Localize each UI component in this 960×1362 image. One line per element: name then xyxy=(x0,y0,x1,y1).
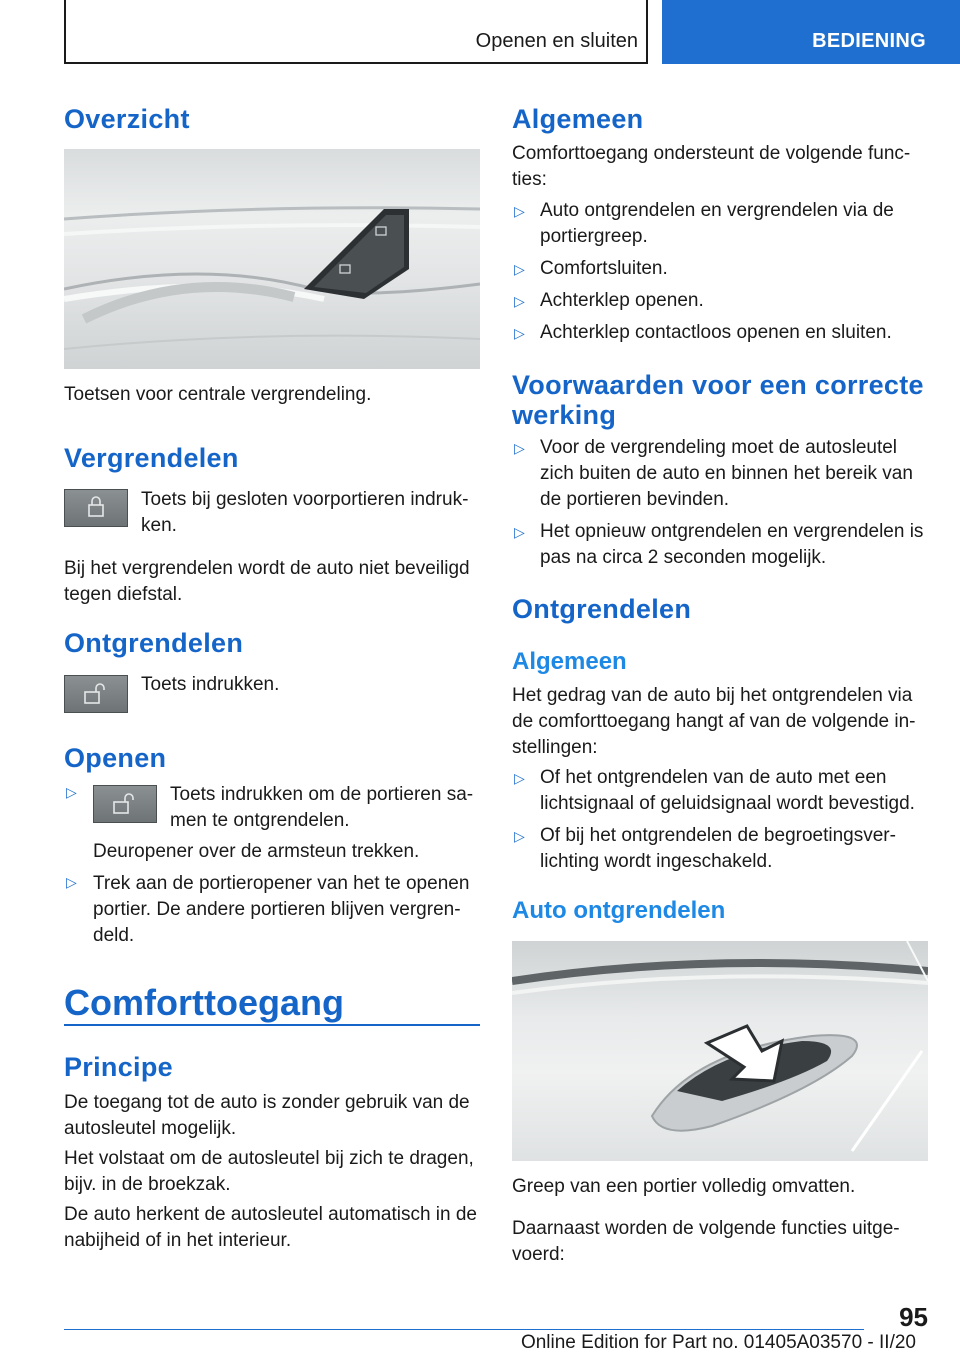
triangle-right-icon: ▷ xyxy=(514,524,525,540)
list-item: ▷ Of het ontgrendelen van de auto met een lichtsignaal of geluidsignaal wordt bevestigd. xyxy=(514,767,915,814)
door-handle-illustration xyxy=(512,941,928,1161)
triangle-right-icon: ▷ xyxy=(514,828,525,844)
triangle-right-icon: ▷ xyxy=(66,874,77,890)
header-section-title: Openen en sluiten xyxy=(475,30,638,52)
algemeen2-bullet-list xyxy=(512,765,928,875)
header-tab xyxy=(662,0,960,64)
heading-ontgrendelen-right: Ontgrendelen xyxy=(512,594,692,624)
door-panel-photo xyxy=(64,149,480,369)
footer-rule xyxy=(64,1329,864,1330)
principe-p1: De toegang tot de auto is zonder gebruik van de autosleutel mogelijk. xyxy=(64,1092,470,1139)
triangle-right-icon: ▷ xyxy=(514,770,525,786)
unlock-button-icon xyxy=(64,675,128,713)
page-number: 95 xyxy=(899,1302,928,1332)
heading-auto-ontgrendelen: Auto ontgrendelen xyxy=(512,897,726,924)
unlock-icon xyxy=(94,786,156,822)
heading-principe: Principe xyxy=(64,1052,173,1082)
principe-p3: De auto herkent de autosleutel automatisch in de nabijheid of in het interieur. xyxy=(64,1204,477,1251)
heading-vergrendelen: Vergrendelen xyxy=(64,443,239,473)
vergrendelen-note: Bij het vergrendelen wordt de auto niet beveiligd tegen diefstal. xyxy=(64,558,470,605)
heading-algemeen: Algemeen xyxy=(512,104,644,134)
list-item: ▷ Of bij het ontgrendelen de begroetingsver- lichting wordt ingeschakeld. xyxy=(514,825,896,872)
algemeen-text: Comforttoegang ondersteunt de volgende func- ties: xyxy=(512,143,911,190)
vergrendelen-text: Toets bij gesloten voorportieren indruk- ken. xyxy=(141,489,469,536)
triangle-right-icon: ▷ xyxy=(514,203,525,219)
voorwaarden-bullet-list xyxy=(512,435,928,571)
openen-bullet-2: Trek aan de portieropener van het te openen portier. De andere portieren blijven vergren- deld. xyxy=(93,873,470,946)
after-text: Daarnaast worden de volgende functies uitge- voerd: xyxy=(512,1218,900,1265)
openen-bullet-1-sub: Deuropener over de armsteun trekken. xyxy=(93,841,420,862)
heading-overzicht: Overzicht xyxy=(64,104,190,134)
door-panel-illustration xyxy=(64,149,480,369)
list-item: ▷ Achterklep contactloos openen en sluiten. xyxy=(512,320,928,346)
triangle-right-icon: ▷ xyxy=(514,325,525,341)
heading-rule xyxy=(64,1024,480,1026)
list-item: ▷ Het opnieuw ontgrendelen en vergrendelen is pas na circa 2 seconden mogelijk. xyxy=(514,521,924,568)
unlock-icon xyxy=(65,676,127,712)
lock-button-icon xyxy=(64,489,128,527)
list-item: ▷ Comfortsluiten. xyxy=(512,256,928,282)
heading-voorwaarden: Voorwaarden voor een correcte werking xyxy=(512,370,924,430)
footer-edition: Online Edition for Part no. 01405A03570 - II/20 xyxy=(520,1332,916,1353)
triangle-right-icon: ▷ xyxy=(66,784,77,800)
heading-ontgrendelen-left: Ontgrendelen xyxy=(64,628,244,658)
unlock-button-icon-openen xyxy=(93,785,157,823)
ontgrendelen-text-left: Toets indrukken. xyxy=(141,674,280,695)
principe-p2: Het volstaat om de autosleutel bij zich te dragen, bijv. in de broekzak. xyxy=(64,1148,474,1195)
header-tab-label: BEDIENING xyxy=(812,30,926,52)
triangle-right-icon: ▷ xyxy=(514,293,525,309)
heading-openen: Openen xyxy=(64,743,167,773)
openen-bullet-1: Toets indrukken om de portieren sa- men te ontgrendelen. xyxy=(170,784,474,831)
heading-algemeen-sub: Algemeen xyxy=(512,648,627,675)
algemeen2-text: Het gedrag van de auto bij het ontgrendelen via de comforttoegang hangt af van de volgende in- stellingen: xyxy=(512,685,916,758)
list-item: ▷ Auto ontgrendelen en vergrendelen via de portiergreep. xyxy=(514,200,894,247)
triangle-right-icon: ▷ xyxy=(514,261,525,277)
algemeen-bullet-list xyxy=(512,198,928,346)
heading-comforttoegang: Comforttoegang xyxy=(64,982,344,1023)
photo-caption-right: Greep van een portier volledig omvatten. xyxy=(512,1176,856,1197)
triangle-right-icon: ▷ xyxy=(514,440,525,456)
list-item: ▷ Achterklep openen. xyxy=(512,288,928,314)
photo-caption-left: Toetsen voor centrale vergrendeling. xyxy=(64,384,372,405)
list-item: ▷ Voor de vergrendeling moet de autosleutel zich buiten de auto en binnen het bereik van de portieren bevinden. xyxy=(514,437,913,510)
lock-icon xyxy=(65,490,127,526)
door-handle-photo xyxy=(512,941,928,1161)
